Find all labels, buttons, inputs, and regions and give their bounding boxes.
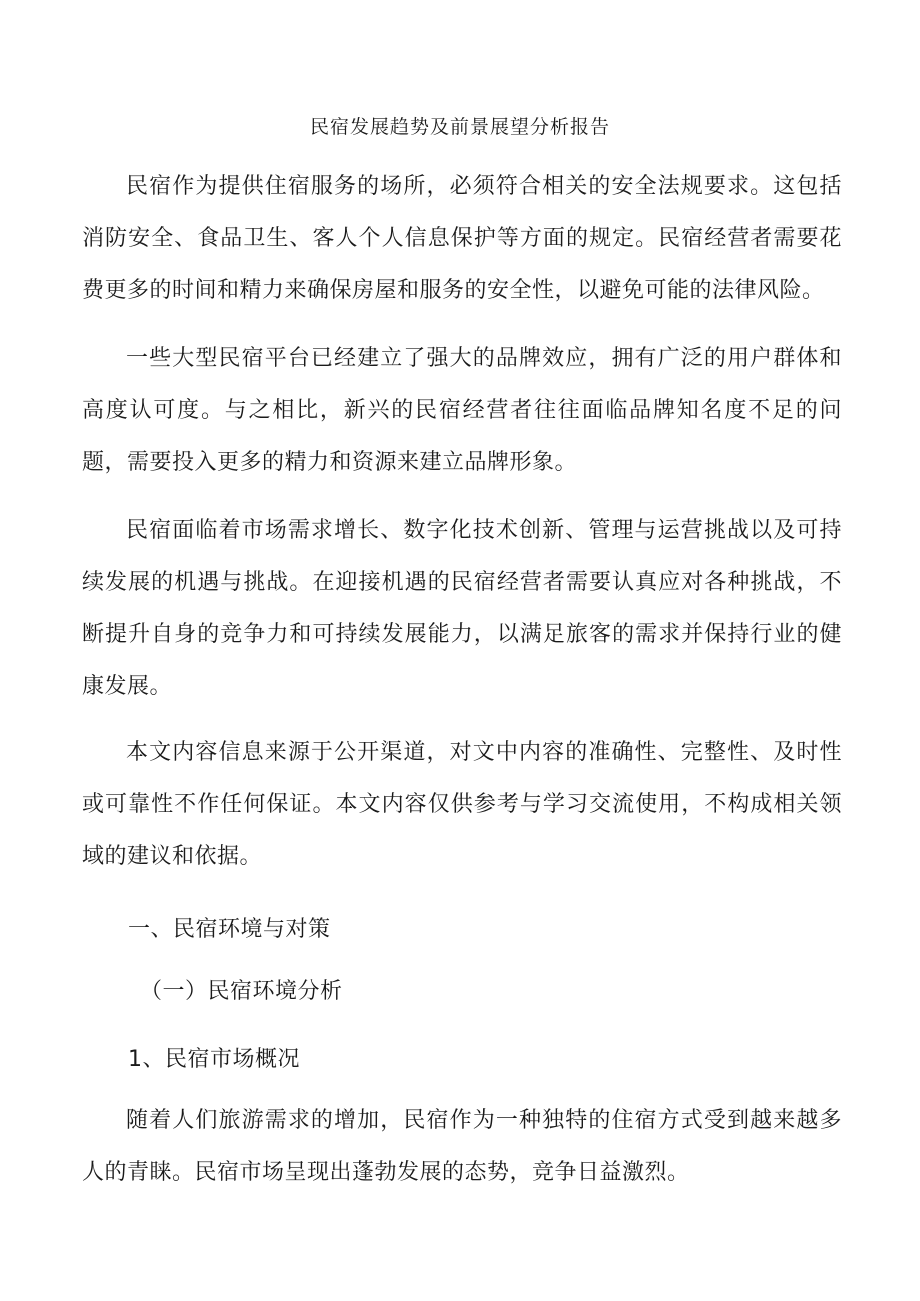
section-heading: 一、民宿环境与对策	[128, 917, 331, 942]
document-title: 民宿发展趋势及前景展望分析报告	[309, 116, 610, 138]
paragraph-market-overview: 随着人们旅游需求的增加，民宿作为一种独特的住宿方式受到越来越多人的青睐。民宿市场呈现出蓬勃发展的态势，竞争日益激烈。	[82, 1108, 842, 1185]
paragraph-disclaimer: 本文内容信息来源于公开渠道，对文中内容的准确性、完整性、及时性或可靠性不作任何保证。本文内容仅供参考与学习交流使用，不构成相关领域的建议和依据。	[82, 740, 842, 869]
item-heading: 1、民宿市场概况	[128, 1047, 300, 1072]
subsection-heading: （一）民宿环境分析	[140, 979, 343, 1004]
paragraph-safety-regulations: 民宿作为提供住宿服务的场所，必须符合相关的安全法规要求。这包括消防安全、食品卫生、客人个人信息保护等方面的规定。民宿经营者需要花费更多的时间和精力来确保房屋和服务的安全性，以避免可能的法律风险。	[82, 174, 842, 303]
paragraph-opportunities-challenges: 民宿面临着市场需求增长、数字化技术创新、管理与运营挑战以及可持续发展的机遇与挑战。在迎接机遇的民宿经营者需要认真应对各种挑战，不断提升自身的竞争力和可持续发展能力，以满足旅客的需求并保持行业的健康发展。	[82, 518, 842, 699]
paragraph-brand-effect: 一些大型民宿平台已经建立了强大的品牌效应，拥有广泛的用户群体和高度认可度。与之相比，新兴的民宿经营者往往面临品牌知名度不足的问题，需要投入更多的精力和资源来建立品牌形象。	[82, 346, 842, 475]
